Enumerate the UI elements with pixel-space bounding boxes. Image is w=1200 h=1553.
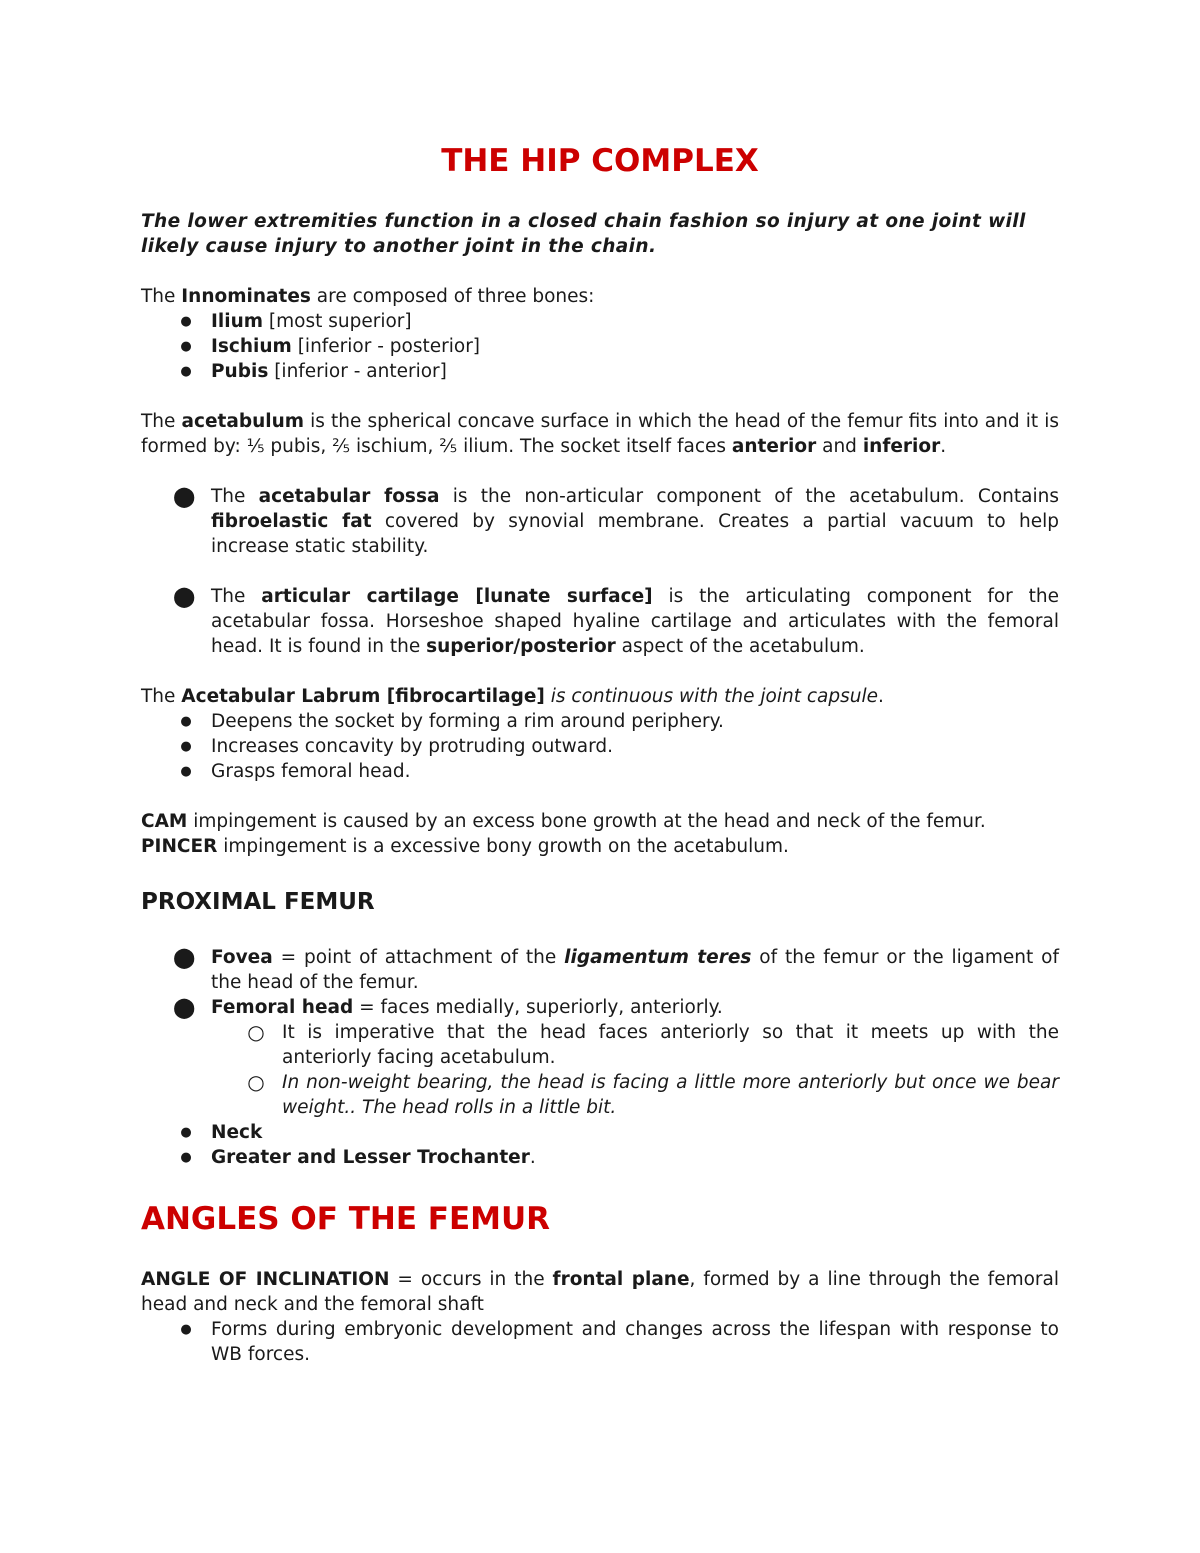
bullet-icon: ● bbox=[180, 739, 192, 754]
acetabulum-paragraph: The acetabulum is the spherical concave surface in which the head of the femur fits into and it is formed by: ⅕ pubis, ⅖ ischium, ⅖ ilium. The socket itself faces anterior and inferior. bbox=[141, 411, 1059, 457]
list-item: ● Grasps femoral head. bbox=[141, 759, 1059, 784]
list-item-fossa: ⬤ The acetabular fossa is the non-articular component of the acetabulum. Contains fibroelastic fat covered by synovial membrane. Creates a partial vacuum to help increase static stability. bbox=[173, 484, 1059, 557]
lead-paragraph: The lower extremities function in a closed chain fashion so injury at one joint will likely cause injury to another joint in the chain. bbox=[141, 211, 1026, 257]
innominates-intro: The Innominates are composed of three bones: bbox=[141, 286, 595, 307]
cam-paragraph: CAM impingement is caused by an excess bone growth at the head and neck of the femur. bbox=[141, 811, 986, 832]
bullet-icon: ● bbox=[180, 764, 192, 779]
list-item: ● Deepens the socket by forming a rim around periphery. bbox=[141, 709, 1059, 734]
bullet-icon: ⬤ bbox=[173, 484, 196, 508]
bullet-icon: ● bbox=[180, 1322, 192, 1337]
bullet-icon: ● bbox=[180, 314, 192, 329]
sub-list-item: ○ It is imperative that the head faces anteriorly so that it meets up with the anteriorly facing acetabulum. bbox=[141, 1020, 1059, 1070]
angle-inclination-paragraph: ANGLE OF INCLINATION = occurs in the frontal plane, formed by a line through the femoral head and neck and the femoral shaft bbox=[141, 1269, 1060, 1315]
list-item: ● Pubis [inferior - anterior] bbox=[141, 359, 1059, 384]
angles-list bbox=[141, 1317, 1059, 1367]
hollow-bullet-icon: ○ bbox=[247, 1070, 265, 1094]
page-title: THE HIP COMPLEX bbox=[441, 143, 759, 179]
list-item-cartilage: ⬤ The articular cartilage [lunate surface] is the articulating component for the acetabular fossa. Horseshoe shaped hyaline cartilage and articulates with the femoral head. It is found in the superior/posterior aspect of the acetabulum. bbox=[173, 584, 1059, 657]
list-item: ● Increases concavity by protruding outward. bbox=[141, 734, 1059, 759]
acetabulum-components-list bbox=[141, 484, 1059, 559]
bullet-icon: ⬤ bbox=[173, 584, 196, 608]
list-item-trochanter: ● Greater and Lesser Trochanter. bbox=[141, 1145, 1059, 1170]
sub-list-item: ○ In non-weight bearing, the head is facing a little more anteriorly but once we bear weight.. The head rolls in a little bit. bbox=[141, 1070, 1059, 1120]
list-item: ● Ischium [inferior - posterior] bbox=[141, 334, 1059, 359]
list-item-femoral-head: ⬤ Femoral head = faces medially, superiorly, anteriorly. bbox=[173, 995, 723, 1019]
hollow-bullet-icon: ○ bbox=[247, 1020, 265, 1044]
bullet-icon: ⬤ bbox=[173, 945, 196, 969]
innominates-term: Innominates bbox=[181, 286, 311, 307]
bullet-icon: ● bbox=[180, 364, 192, 379]
list-item-fovea: ⬤ Fovea = point of attachment of the ligamentum teres of the femur or the ligament of the head of the femur. bbox=[173, 945, 1059, 993]
list-item: ● Forms during embryonic development and changes across the lifespan with response to WB forces. bbox=[141, 1317, 1059, 1367]
bullet-icon: ⬤ bbox=[173, 995, 196, 1019]
proximal-femur-list bbox=[141, 945, 1059, 1170]
section-heading-angles: ANGLES OF THE FEMUR bbox=[141, 1201, 551, 1237]
list-item: ● Ilium [most superior] bbox=[141, 309, 1059, 334]
labrum-list bbox=[141, 709, 1059, 784]
list-item-neck: ● Neck bbox=[141, 1120, 1059, 1145]
bullet-icon: ● bbox=[180, 714, 192, 729]
bullet-icon: ● bbox=[180, 1150, 192, 1165]
labrum-intro: The Acetabular Labrum [fibrocartilage] is continuous with the joint capsule. bbox=[141, 686, 884, 707]
document-content bbox=[141, 142, 1059, 1367]
bullet-icon: ● bbox=[180, 1125, 192, 1140]
bullet-icon: ● bbox=[180, 339, 192, 354]
cartilage-list bbox=[141, 584, 1059, 659]
section-heading-proximal-femur: PROXIMAL FEMUR bbox=[141, 889, 375, 915]
bones-list bbox=[141, 309, 1059, 384]
pincer-paragraph: PINCER impingement is a excessive bony growth on the acetabulum. bbox=[141, 836, 789, 857]
